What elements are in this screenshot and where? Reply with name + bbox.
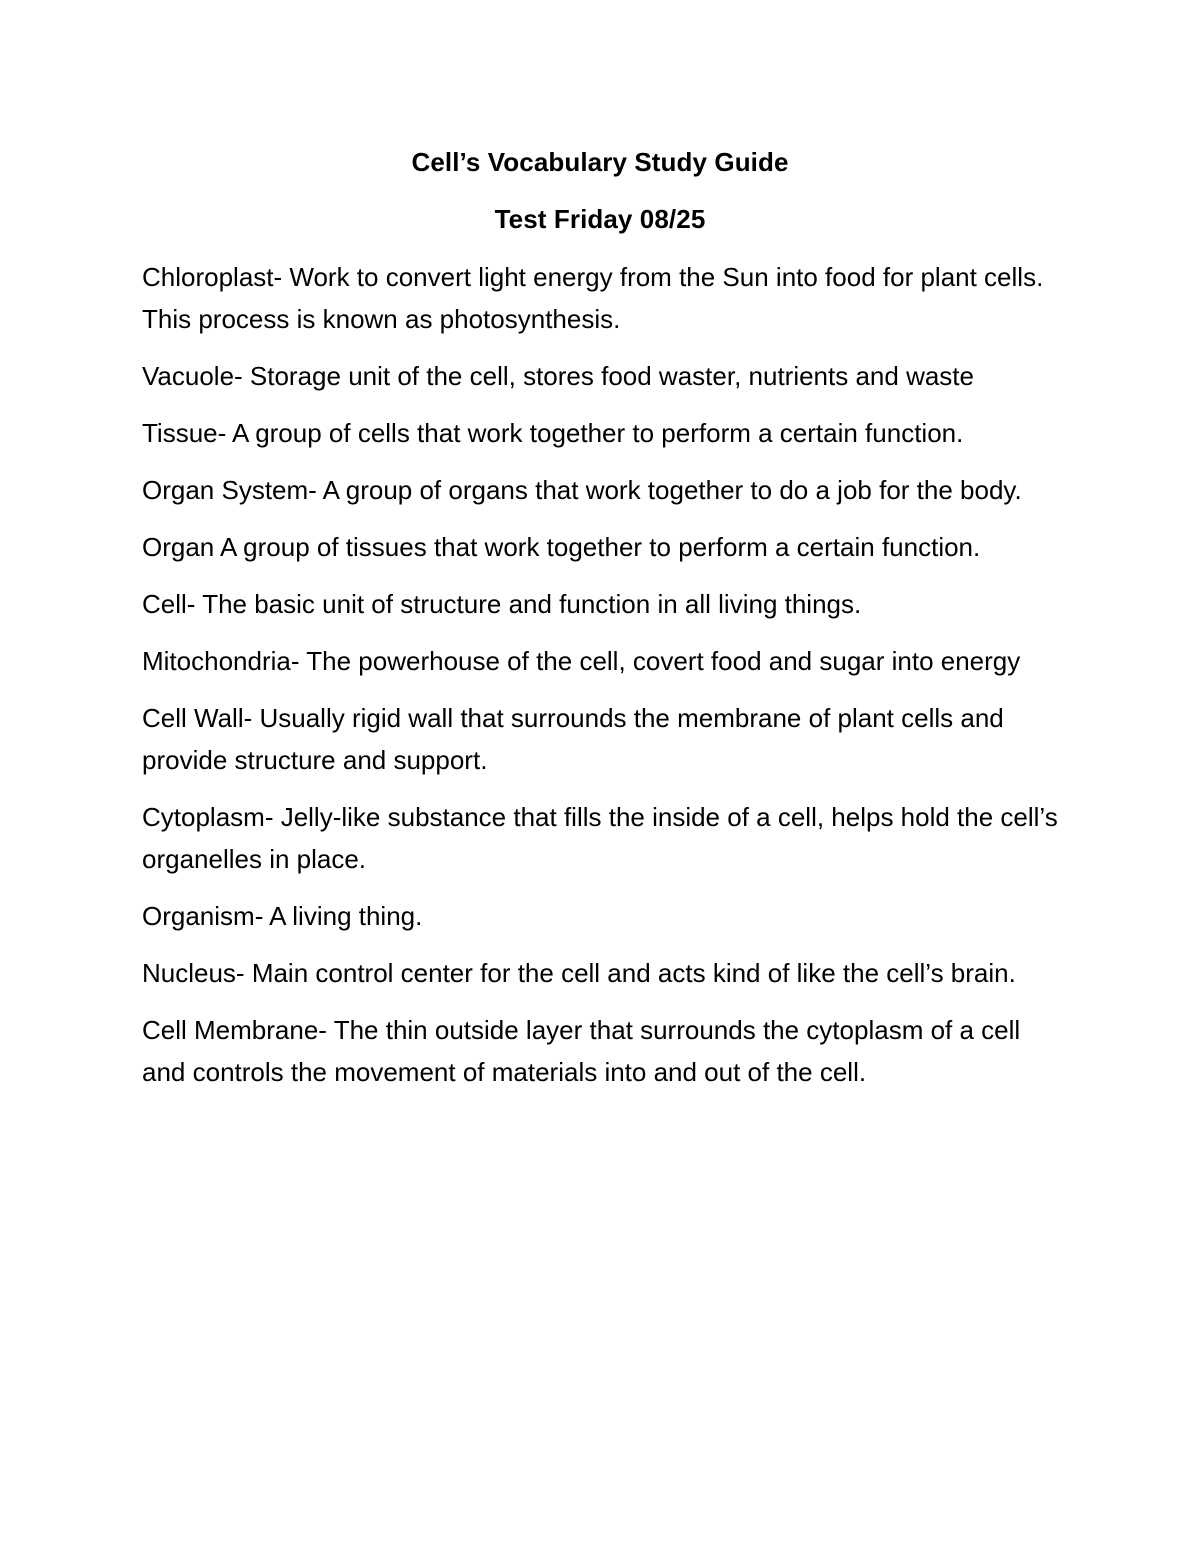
- vocabulary-entry-mitochondria: Mitochondria- The powerhouse of the cell, covert food and sugar into energy: [142, 646, 1021, 676]
- vocabulary-entry-organism: Organism- A living thing.: [142, 901, 423, 931]
- vocabulary-entry-organ-system: Organ System- A group of organs that work together to do a job for the body.: [142, 475, 1022, 505]
- page-title: Cell’s Vocabulary Study Guide: [411, 147, 789, 177]
- page-subtitle: Test Friday 08/25: [494, 204, 706, 234]
- vocabulary-entry-organ: Organ A group of tissues that work together to perform a certain function.: [142, 532, 981, 562]
- vocabulary-entry-cell: Cell- The basic unit of structure and function in all living things.: [142, 589, 862, 619]
- vocabulary-entry-tissue: Tissue- A group of cells that work together to perform a certain function.: [142, 418, 964, 448]
- vocabulary-list: [142, 256, 1062, 1108]
- vocabulary-entry-cytoplasm: Cytoplasm- Jelly-like substance that fills the inside of a cell, helps hold the cell’s organelles in place.: [142, 802, 1058, 874]
- vocabulary-entry-cell-membrane: Cell Membrane- The thin outside layer that surrounds the cytoplasm of a cell and controls the movement of materials into and out of the cell.: [142, 1015, 1021, 1087]
- vocabulary-entry-vacuole: Vacuole- Storage unit of the cell, stores food waster, nutrients and waste: [142, 361, 974, 391]
- vocabulary-entry-chloroplast: Chloroplast- Work to convert light energy from the Sun into food for plant cells. This process is known as photosynthesis.: [142, 262, 1044, 334]
- vocabulary-entry-cell-wall: Cell Wall- Usually rigid wall that surrounds the membrane of plant cells and provide structure and support.: [142, 703, 1004, 775]
- vocabulary-entry-nucleus: Nucleus- Main control center for the cell and acts kind of like the cell’s brain.: [142, 958, 1016, 988]
